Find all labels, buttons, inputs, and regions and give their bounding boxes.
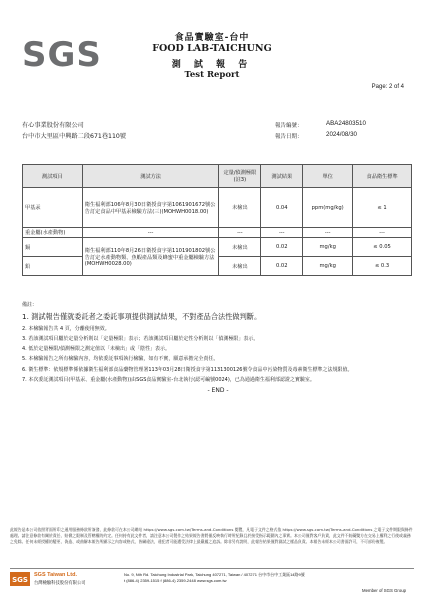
cell-limit: 0.02 (261, 238, 303, 257)
report-no-label: 報告編號： (275, 123, 303, 129)
cell-result: 未檢出 (219, 188, 261, 228)
col-header-unit: 單位 (303, 165, 353, 188)
report-date-label: 報告日期： (275, 134, 303, 140)
cell-unit: --- (303, 228, 353, 238)
svg-text:SGS: SGS (22, 35, 102, 72)
footer-member: Member of SGS Group (362, 588, 406, 593)
svg-text:SGS: SGS (12, 576, 28, 584)
cell-item: 鎘 (23, 238, 83, 257)
cell-result: --- (219, 228, 261, 238)
col-header-standard: 食品衛生標準 (353, 165, 412, 188)
cell-method: 衛生福利部110年8月26日衛授食字第1101901802號公告訂定水產動物類、魚蝦產品類及蜂蜜中重金屬檢驗方法(MOHWH0028.00) (82, 238, 219, 276)
note-item: 1. 測試報告僅就委託者之委託事項提供測試結果，不對產品合法性做判斷。 (22, 312, 262, 322)
disclaimer-text: 此報告是本公司依照背面所印之通用服務條款所簽發，此條款可在本公司網站 https://www.sgs.com.tw/Terms-and-Conditions 閱覽，凡電子文件之格式依 https://www.sgs.com.tw/Terms-and-Conditions 之電子文件期限與條件處理。請注意條款有關於責任、賠償之限制及管轄權的約定。任何持有此文件者，請注意本公司製作之結果報告書將僅反映執行時所紀錄且於接受指示範圍內之事實。本公司僅對客戶負責，此文件不妨礙雙方在交易上權利之行使或義務之免除。任何未經授權的變更、偽造、或曲解本報告所顯示之內容或格式，皆屬違法，違犯者可能遭受法律上最嚴厲之追訴。除非另有說明，此報告結果僅對測試之樣品負責。本報告未經本公司書面許可，不可部份複製。 (10, 527, 413, 544)
cell-standard: ≤ 0.05 (353, 238, 412, 257)
footer-phone-line: t (886-4) 2359-1515 f (886-4) 2359-2448 www.sgs.com.tw (124, 578, 227, 584)
cell-item: 甲基汞 (23, 188, 83, 228)
footer-company-zh: 台灣檢驗科技股份有限公司 (34, 581, 86, 586)
table-row (23, 188, 412, 228)
footer-address-line: No. 9, Nth Rd. Taichung Industrial Park, Taichung 407271, Taiwan / 407271 台中市台中工業區14路9號 (124, 572, 305, 577)
end-marker: - END - (207, 387, 229, 395)
notes-section (22, 302, 414, 399)
cell-method: --- (82, 228, 219, 238)
note-item: 4. 低於定量極限/偵測極限之測定值以「未檢出」或「陰性」表示。 (22, 346, 171, 353)
table-row (23, 228, 412, 238)
col-header-item: 測試項目 (23, 165, 83, 188)
col-header-result: 測試結果 (261, 165, 303, 188)
cell-result: 未檢出 (219, 238, 261, 257)
notes-heading: 備註： (22, 302, 38, 308)
report-no: ABA24803510 (326, 120, 366, 127)
table-header-row (23, 165, 412, 188)
client-company: 有心事業股份有限公司 (22, 122, 84, 129)
note-item: 2. 本檢驗報告共 4 頁，分離使用無效。 (22, 325, 110, 332)
note-item: 5. 本檢驗報告之所有檢驗內容，均依委託事項執行檢驗，如有不實，願意承擔完全責任。 (22, 356, 219, 363)
note-item: 3. 若該測試項目屬於定量分析則以「定量極限」表示；若該測試項目屬於定性分析則以「偵測極限」表示。 (22, 335, 259, 342)
cell-standard: ≤ 1 (353, 188, 412, 228)
cell-method: 衛生福利部106年8月30日衛授食字第1061901672號公告訂定食品中甲基汞檢驗方法(三)(MOHWH0018.00) (82, 188, 219, 228)
note-item: 7. 本次委託測試項目(甲基汞、重金屬(水產動物))由SGS食品實驗室-台北執行(認可編號0024)，已為通過衛生福利部認證之實驗室。 (22, 376, 315, 383)
report-title-zh: 測 試 報 告 (171, 60, 253, 70)
client-address: 台中市大里區中興路二段671巷110號 (22, 133, 127, 140)
cell-unit: mg/kg (303, 257, 353, 276)
page-number: Page: 2 of 4 (371, 84, 404, 90)
cell-limit: --- (261, 228, 303, 238)
note-item: 6. 衛生標準：依規標準係依據衛生福利部食品藥物管理署113年03月28日衛授食字第1131300126號令食品中污染物質及毒素衛生標準之法規限值。 (22, 366, 353, 373)
footer-divider (10, 568, 414, 569)
report-title-en: Test Report (184, 70, 240, 80)
cell-unit: mg/kg (303, 238, 353, 257)
results-table (22, 164, 412, 276)
cell-unit: ppm(mg/kg) (303, 188, 353, 228)
cell-item: 重金屬(水產動物) (23, 228, 83, 238)
col-header-method: 測試方法 (82, 165, 219, 188)
footer-address (124, 572, 305, 584)
cell-limit: 0.04 (261, 188, 303, 228)
lab-title-zh: 食品實驗室-台中 (174, 33, 250, 43)
cell-standard: --- (353, 228, 412, 238)
cell-standard: ≤ 0.3 (353, 257, 412, 276)
cell-item: 鉛 (23, 257, 83, 276)
cell-result: 未檢出 (219, 257, 261, 276)
cell-limit: 0.02 (261, 257, 303, 276)
col-header-limit: 定量/偵測極限(註3) (219, 165, 261, 188)
footer-company-en: SGS Taiwan Ltd. (34, 572, 77, 578)
lab-title-en: FOOD LAB-TAICHUNG (152, 43, 272, 54)
sgs-footer-logo-icon (10, 572, 30, 586)
report-date: 2024/08/30 (326, 131, 357, 138)
table-row (23, 238, 412, 257)
